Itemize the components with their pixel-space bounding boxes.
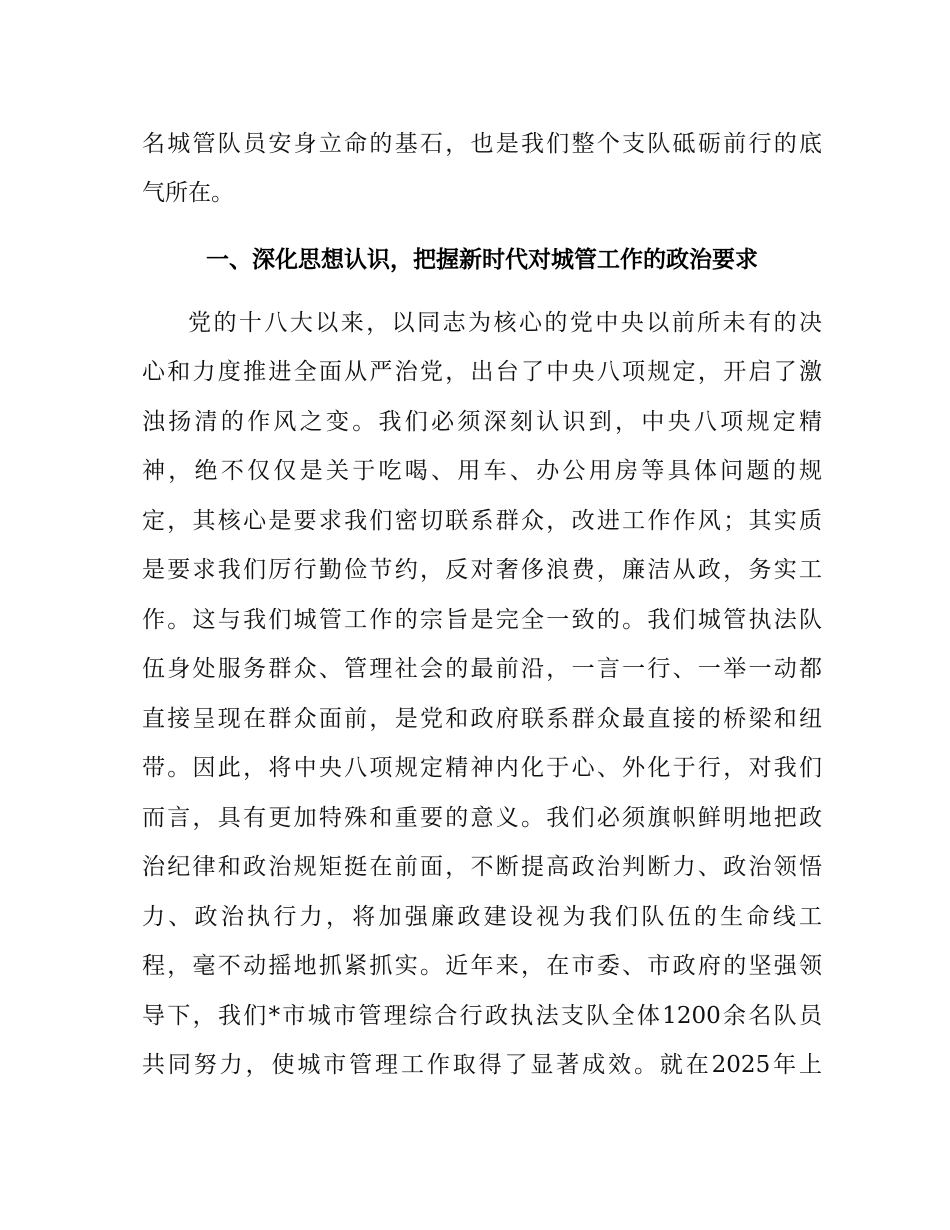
body-line-6: 是要求我们厉行勤俭节约，反对奢侈浪费，廉洁从政，务实工 [142,557,822,583]
body-line-11: 而言，具有更加特殊和重要的意义。我们必须旗帜鲜明地把政 [142,805,822,831]
section-heading: 一、深化思想认识，把握新时代对城管工作的政治要求 [206,247,758,273]
body-line-5: 定，其核心是要求我们密切联系群众，改进工作作风；其实质 [142,508,822,534]
body-line-7: 作。这与我们城管工作的宗旨是完全一致的。我们城管执法队 [142,607,822,633]
intro-line-1: 名城管队员安身立命的基石，也是我们整个支队砥砺前行的底 [142,131,822,157]
body-line-12: 治纪律和政治规矩挺在前面，不断提高政治判断力、政治领悟 [142,854,822,880]
body-line-16: 共同努力，使城市管理工作取得了显著成效。就在2025年上 [142,1052,822,1078]
body-line-15: 导下，我们*市城市管理综合行政执法支队全体1200余名队员 [142,1003,822,1029]
body-line-10: 带。因此，将中央八项规定精神内化于心、外化于行，对我们 [142,755,822,781]
body-line-9: 直接呈现在群众面前，是党和政府联系群众最直接的桥梁和纽 [142,706,822,732]
body-line-2: 心和力度推进全面从严治党，出台了中央八项规定，开启了激 [142,359,822,385]
body-line-4: 神，绝不仅仅是关于吃喝、用车、办公用房等具体问题的规 [142,458,822,484]
body-line-14: 程，毫不动摇地抓紧抓实。近年来，在市委、市政府的坚强领 [142,953,822,979]
body-line-8: 伍身处服务群众、管理社会的最前沿，一言一行、一举一动都 [142,656,822,682]
intro-line-2: 气所在。 [142,180,234,206]
body-line-13: 力、政治执行力，将加强廉政建设视为我们队伍的生命线工 [142,904,822,930]
body-line-1: 党的十八大以来，以同志为核心的党中央以前所未有的决 [188,310,822,336]
body-line-3: 浊扬清的作风之变。我们必须深刻认识到，中央八项规定精 [142,409,822,435]
